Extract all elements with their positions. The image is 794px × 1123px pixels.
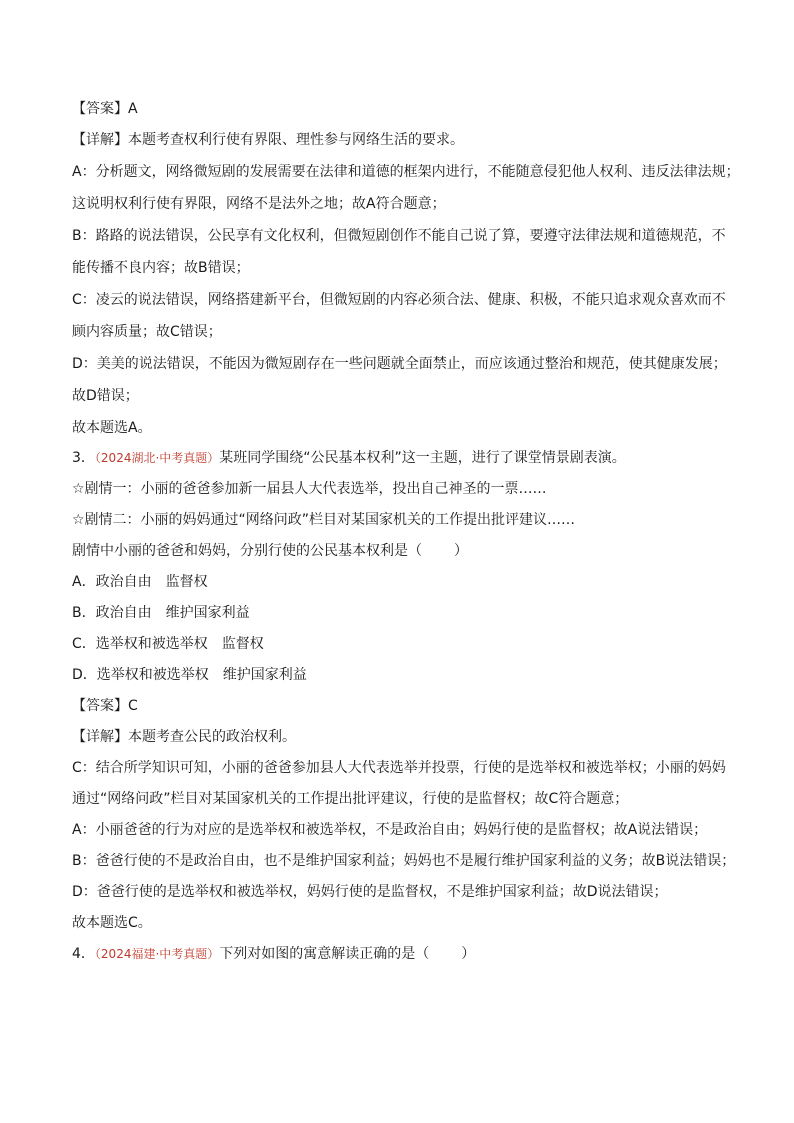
- q2-explain-d-2: 故D错误；: [72, 388, 139, 404]
- question-close: ）: [454, 543, 468, 559]
- option-part1: 选举权和被选举权: [96, 667, 209, 683]
- answer-value: A: [128, 101, 138, 117]
- question-source: （2024福建·中考真题）: [94, 947, 220, 961]
- detail-text: 本题考查公民的政治权利。: [128, 729, 296, 745]
- option-part1: 选举权和被选举权: [95, 636, 208, 652]
- q3-explain-c-2: 通过“网络问政”栏目对某国家机关的工作提出批评建议，行使的是监督权；故C符合题意；: [72, 791, 629, 807]
- q2-explain-c-1: C：凌云的说法错误，网络搭建新平台，但微短剧的内容必须合法、健康、积极，不能只追求观众喜欢而不: [72, 292, 726, 308]
- option-part2: 监督权: [221, 636, 264, 652]
- option-part1: 政治自由: [95, 574, 152, 590]
- q2-conclusion: 故本题选A。: [72, 420, 152, 436]
- question-source: （2024湖北·中考真题）: [94, 451, 220, 465]
- q3-option-b: [72, 603, 732, 623]
- q2-explain-b-2: 能传播不良内容；故B错误；: [72, 260, 250, 276]
- q3-option-a: [72, 572, 732, 592]
- question-number: 3．: [72, 450, 95, 466]
- option-label: A．: [72, 574, 96, 590]
- detail-tag: 【详解】: [72, 132, 128, 148]
- option-part2: 监督权: [165, 574, 208, 590]
- answer-tag: 【答案】: [72, 698, 128, 714]
- q3-explain-c-1: C：结合所学知识可知，小丽的爸爸参加县人大代表选举并投票，行使的是选举权和被选举权；小丽的妈妈: [72, 760, 726, 776]
- q3-option-d: [72, 665, 732, 685]
- q3-conclusion: 故本题选C。: [72, 915, 152, 931]
- q3-stem-line: [72, 448, 732, 468]
- option-part2: 维护国家利益: [222, 667, 307, 683]
- q2-explain-a-2: 这说明权利行使有界限，网络不是法外之地；故A符合题意；: [72, 196, 446, 212]
- q2-answer-line: [72, 99, 732, 119]
- detail-text: 本题考查权利行使有界限、理性参与网络生活的要求。: [128, 132, 464, 148]
- q3-scene-1: ☆剧情一：小丽的爸爸参加新一届县人大代表选举，投出自己神圣的一票……: [72, 481, 547, 497]
- q3-answer-line: [72, 696, 732, 716]
- option-part2: 维护国家利益: [165, 605, 250, 621]
- option-label: C．: [72, 636, 96, 652]
- option-label: B．: [72, 605, 96, 621]
- question-close: ）: [461, 946, 476, 962]
- question-stem: 下列对如图的寓意解读正确的是（: [219, 946, 430, 962]
- question-stem: 某班同学围绕“公民基本权利”这一主题，进行了课堂情景剧表演。: [219, 450, 626, 466]
- question-number: 4．: [72, 946, 95, 962]
- answer-value: C: [128, 698, 138, 714]
- q3-explain-a: A：小丽爸爸的行为对应的是选举权和被选举权，不是政治自由；妈妈行使的是监督权；故A说法错误；: [72, 822, 708, 838]
- detail-tag: 【详解】: [72, 729, 128, 745]
- q4-stem-line: [72, 944, 732, 964]
- q3-option-c: [72, 634, 732, 654]
- q3-explain-b: B：爸爸行使的不是政治自由，也不是维护国家利益；妈妈也不是履行维护国家利益的义务；故B说法错误；: [72, 853, 736, 869]
- q2-detail-line: [72, 130, 732, 150]
- q2-explain-c-2: 顾内容质量；故C错误；: [72, 324, 222, 340]
- option-label: D．: [72, 667, 97, 683]
- q2-explain-b-1: B：路路的说法错误，公民享有文化权利，但微短剧创作不能自己说了算，要遵守法律法规和道德规范，不: [72, 228, 726, 244]
- question-text: 剧情中小丽的爸爸和妈妈，分别行使的公民基本权利是（: [72, 543, 422, 559]
- answer-tag: 【答案】: [72, 101, 128, 117]
- q3-explain-d: D：爸爸行使的是选举权和被选举权，妈妈行使的是监督权，不是维护国家利益；故D说法错误；: [72, 884, 668, 900]
- q2-explain-d-1: D：美美的说法错误，不能因为微短剧存在一些问题就全面禁止，而应该通过整治和规范，使其健康发展；: [72, 356, 727, 372]
- q3-scene-2: ☆剧情二：小丽的妈妈通过“网络问政”栏目对某国家机关的工作提出批评建议……: [72, 512, 576, 528]
- q2-explain-a-1: A：分析题文，网络微短剧的发展需要在法律和道德的框架内进行，不能随意侵犯他人权利、违反法律法规；: [72, 164, 740, 180]
- option-part1: 政治自由: [95, 605, 152, 621]
- q3-detail-line: [72, 727, 732, 747]
- q3-question-line: [72, 541, 732, 561]
